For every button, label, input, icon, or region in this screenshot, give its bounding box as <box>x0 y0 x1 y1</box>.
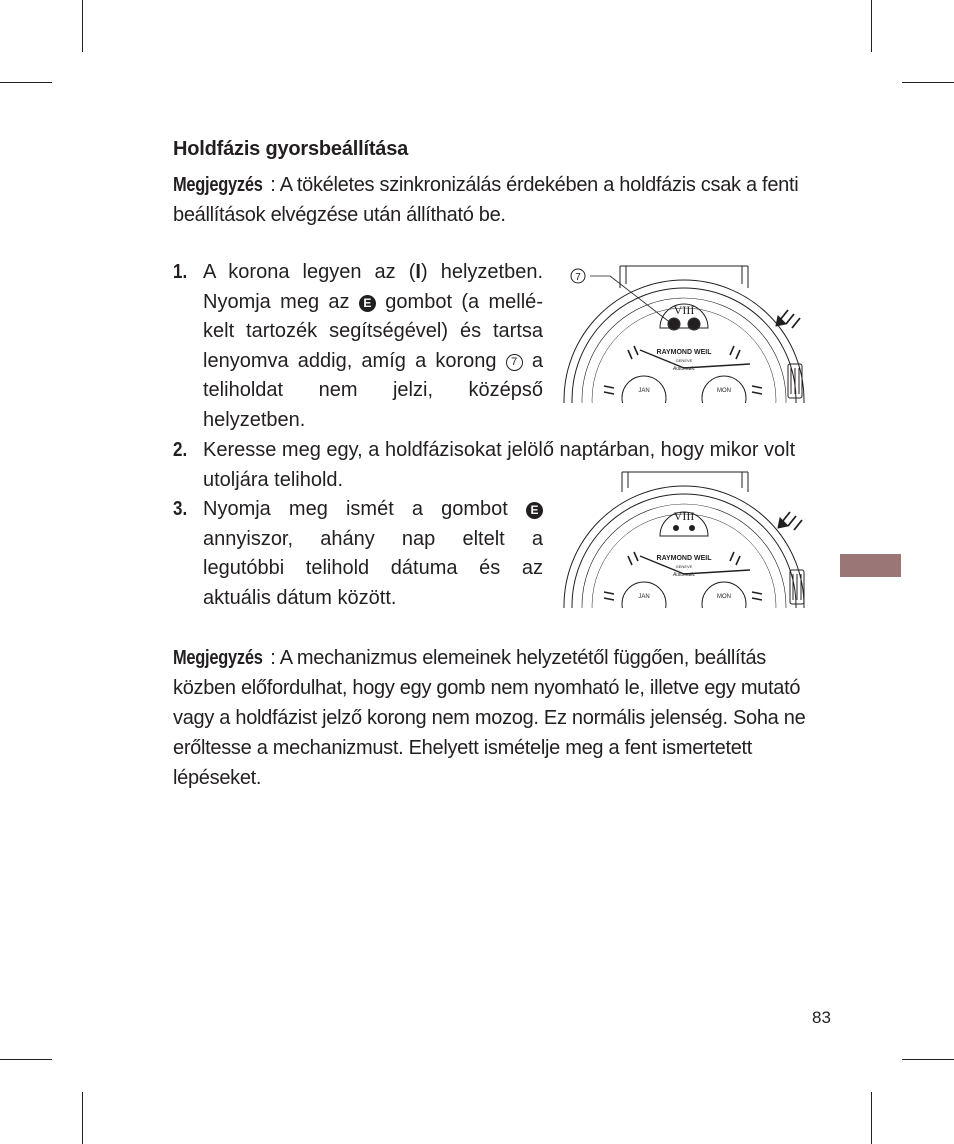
crop-mark-bottom-left-h <box>0 1059 52 1060</box>
crop-mark-top-left <box>82 0 83 52</box>
watch-roman-numeral: VIII <box>673 303 695 317</box>
button-e-symbol: E <box>359 295 376 312</box>
page-number: 83 <box>812 1008 831 1027</box>
step-2-number: 2. <box>173 439 188 461</box>
watch-illustration-1 <box>560 258 810 403</box>
watch-roman-numeral: VIII <box>673 509 695 523</box>
section-tab <box>840 554 901 577</box>
crown-position-label: I <box>415 261 421 283</box>
crop-mark-bottom-left <box>82 1092 83 1144</box>
step-1-text <box>203 258 543 435</box>
disc-7-symbol: 7 <box>506 354 523 371</box>
crop-mark-bottom-right-h <box>902 1059 954 1060</box>
watch-automatic: Automatic <box>672 572 696 578</box>
crop-mark-bottom-right <box>871 1092 872 1144</box>
watch-city: GENEVE <box>675 564 693 569</box>
step-1-text-b: ) helyzetben. Nyomja meg az <box>203 261 543 313</box>
note-1 <box>173 170 813 230</box>
watch-city: GENEVE <box>675 358 693 363</box>
callout-7-label: 7 <box>575 272 581 283</box>
step-1-text-d: a teliholdat nem jelzi, középső helyzetben. <box>203 349 543 431</box>
crop-mark-top-left-h <box>0 82 52 83</box>
watch-month: JAN <box>638 594 650 600</box>
watch-month: JAN <box>638 388 650 394</box>
note-1-text: : A tökéletes szinkronizálás érdekében a holdfázis csak a fenti beállítások elvégzése után állítható be. <box>173 174 799 226</box>
step-3-number: 3. <box>173 498 188 520</box>
step-1-text-a: A korona legyen az ( <box>203 261 416 283</box>
step-3-text-b: annyiszor, ahány nap eltelt a legutóbbi telihold dátuma és az aktuális dátum között. <box>203 527 543 609</box>
watch-brand: RAYMOND WEIL <box>656 555 712 562</box>
watch-brand: RAYMOND WEIL <box>656 349 712 356</box>
note-2-label: Megjegyzés <box>173 647 263 669</box>
watch-automatic: Automatic <box>672 366 696 372</box>
watch-illustration-2 <box>560 468 810 608</box>
step-1-text-c: gombot (a mellékelt tartozék segítségével) és tartsa lenyomva addig, amíg a korong <box>203 290 543 372</box>
note-1-label: Megjegyzés <box>173 174 263 196</box>
button-e-symbol: E <box>526 502 543 519</box>
step-1-number: 1. <box>173 261 188 283</box>
watch-day: MON <box>717 594 731 600</box>
step-2-text: Keresse meg egy, a holdfázisokat jelölő naptárban, hogy mikor volt utoljára telihold. <box>203 439 796 491</box>
step-3-text <box>203 495 543 613</box>
crop-mark-top-right <box>871 0 872 52</box>
step-3-text-a: Nyomja meg ismét a gombot <box>203 498 526 520</box>
watch-day: MON <box>717 388 731 394</box>
crop-mark-top-right-h <box>902 82 954 83</box>
note-2 <box>173 643 813 793</box>
section-heading: Holdfázis gyorsbeállítása <box>173 138 409 160</box>
note-2-text: : A mechanizmus elemeinek helyzetétől függően, beállítás közben előfordulhat, hogy egy gomb nem nyomható le, illetve egy mutató vagy a holdfázist jelző korong nem mozog. Ez normális jelenség. Soha ne erőltesse a mechanizmust. Ehelyett ismételje meg a fent ismertetett lépéseket. <box>173 647 806 789</box>
